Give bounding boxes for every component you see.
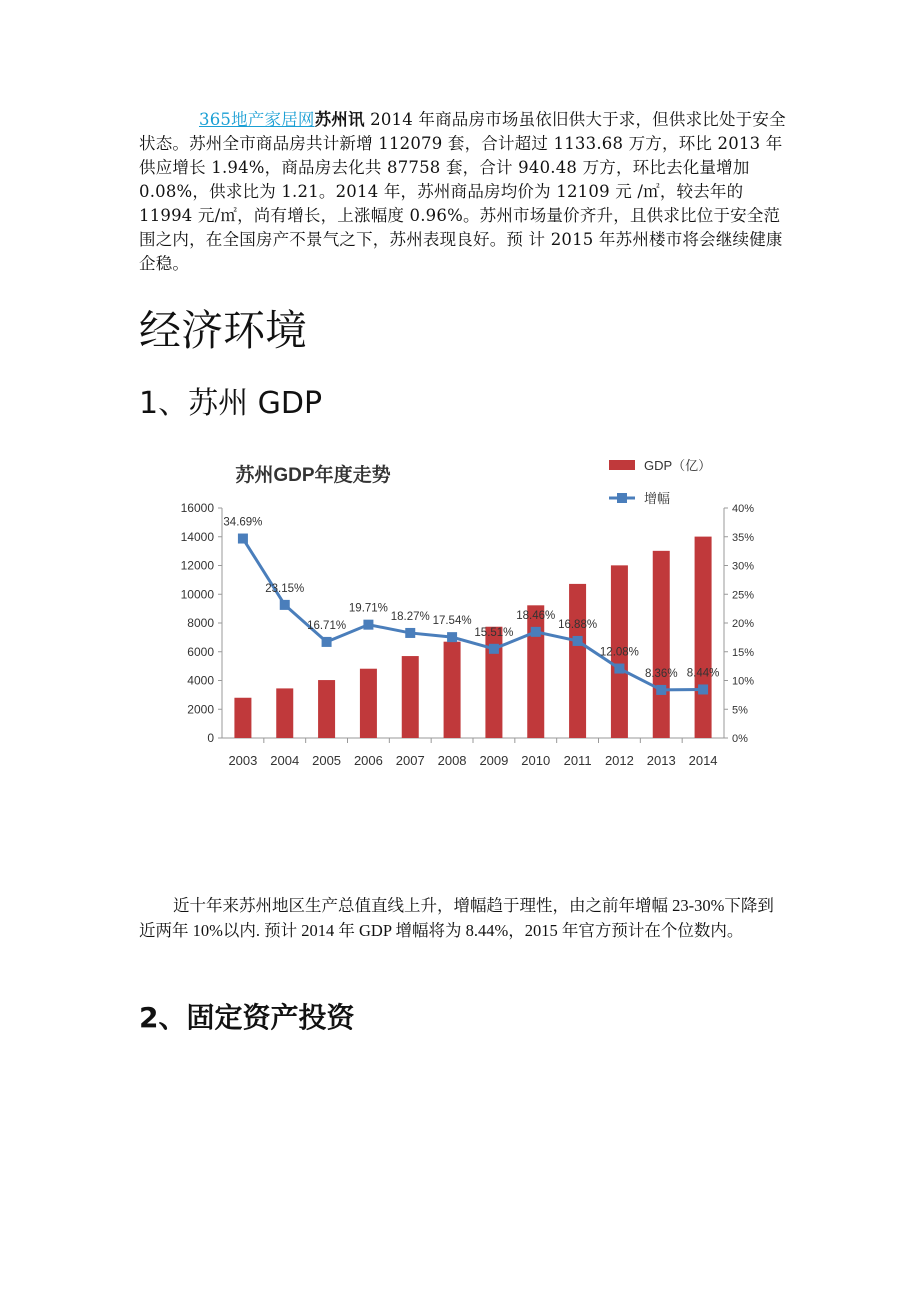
growth-data-label: 12.08% (599, 646, 639, 659)
y-right-tick-label: 0% (732, 733, 748, 745)
subsection-gdp-title: 1、苏州 GDP (139, 386, 323, 421)
x-tick-label: 2006 (353, 753, 383, 768)
y-left-tick-label: 10000 (180, 587, 214, 602)
y-left-tick-label: 6000 (187, 644, 214, 659)
gdp-bar (360, 669, 377, 738)
growth-point (656, 685, 666, 695)
y-right-tick-label: 30% (732, 560, 755, 573)
gdp-bar (695, 537, 712, 738)
y-left-tick-label: 0 (207, 731, 214, 745)
x-tick-label: 2014 (688, 753, 718, 768)
gdp-bar (234, 698, 251, 738)
growth-data-label: 8.36% (644, 667, 678, 680)
source-link[interactable]: 365地产家居网 (199, 110, 315, 129)
x-tick-label: 2010 (521, 753, 551, 768)
growth-point (405, 628, 415, 638)
growth-data-label: 18.46% (516, 609, 556, 622)
x-tick-label: 2008 (437, 753, 467, 768)
chart-title: 苏州GDP年度走势 (235, 465, 391, 486)
x-tick-label: 2005 (312, 753, 342, 768)
y-right-tick-label: 5% (732, 704, 748, 717)
legend-gdp-swatch (609, 460, 635, 470)
y-left-tick-label: 4000 (187, 673, 214, 688)
intro-body: 2014 年商品房市场虽依旧供大于求，但供求比处于安全状态。苏州全市商品房共计新增 112079 套，合计超过 1133.68 万方，环比 2013 年供应增长 1.94%，商品房去化共 87758 套，合计 940.48 万方，环比去化量增加 0.08%，供求比为 1.21。2014 年，苏州商品房均价为 12109 元 /㎡，较去年的 11994 元/㎡，尚有增长，上涨幅度 0.96%。苏州市场量价齐升，且供求比位于安全范围之内，在全国房产不景气之下，苏州表现良好。预 计 2015 年苏州楼市将会继续健康企稳。 (139, 110, 786, 273)
growth-point (363, 620, 373, 630)
growth-data-label: 16.71% (307, 619, 347, 632)
source-label: 苏州讯 (314, 110, 365, 129)
legend-growth-marker (617, 493, 627, 503)
growth-data-label: 23.15% (265, 582, 305, 595)
growth-data-label: 19.71% (348, 602, 388, 615)
section-title: 经济环境 (139, 306, 308, 355)
y-right-tick-label: 25% (732, 589, 755, 602)
growth-data-label: 34.69% (223, 516, 263, 529)
growth-point (698, 684, 708, 694)
growth-point (238, 534, 248, 544)
x-tick-label: 2011 (563, 753, 592, 768)
y-left-tick-label: 2000 (187, 702, 214, 717)
intro-paragraph (139, 108, 789, 276)
growth-data-label: 8.44% (686, 667, 720, 680)
gdp-bar (318, 680, 335, 738)
legend-growth-label: 增幅 (644, 491, 671, 506)
x-tick-label: 2004 (270, 753, 300, 768)
gdp-chart (160, 445, 765, 775)
x-tick-label: 2007 (395, 753, 425, 768)
gdp-bar (653, 551, 670, 738)
legend-gdp-label: GDP（亿） (644, 458, 712, 473)
subsection-fixed-investment-title: 2、固定资产投资 (139, 1001, 355, 1034)
growth-point (489, 644, 499, 654)
growth-point (280, 600, 290, 610)
gdp-bar (569, 584, 586, 738)
gdp-bar (527, 605, 544, 738)
growth-point (447, 632, 457, 642)
growth-point (531, 627, 541, 637)
growth-data-label: 15.51% (474, 626, 514, 639)
x-tick-label: 2003 (228, 753, 258, 768)
y-left-tick-label: 8000 (187, 616, 214, 630)
y-right-tick-label: 40% (732, 503, 755, 515)
growth-point (322, 637, 332, 647)
y-right-tick-label: 20% (732, 618, 755, 630)
x-tick-label: 2012 (604, 753, 634, 768)
y-left-tick-label: 12000 (180, 558, 214, 573)
y-left-tick-label: 16000 (180, 501, 214, 515)
x-tick-label: 2013 (646, 753, 676, 768)
y-right-tick-label: 35% (732, 531, 755, 544)
y-right-tick-label: 10% (732, 675, 755, 688)
growth-point (614, 664, 624, 674)
y-right-tick-label: 15% (732, 646, 755, 659)
gdp-bar (276, 688, 293, 738)
growth-line (243, 539, 703, 690)
gdp-bar (402, 656, 419, 738)
x-tick-label: 2009 (479, 753, 509, 768)
gdp-bar (485, 627, 502, 738)
y-left-tick-label: 14000 (180, 529, 214, 544)
gdp-bar (444, 642, 461, 738)
gdp-paragraph: 近十年来苏州地区生产总值直线上升，增幅趋于理性，由之前年增幅 23-30%下降到近两年 10%以内. 预计 2014 年 GDP 增幅将为 8.44%，2015 年官方预计在个位数内。 (139, 896, 774, 940)
growth-data-label: 18.27% (390, 610, 430, 623)
growth-data-label: 16.88% (558, 618, 598, 631)
growth-point (573, 636, 583, 646)
growth-data-label: 17.54% (432, 615, 472, 628)
